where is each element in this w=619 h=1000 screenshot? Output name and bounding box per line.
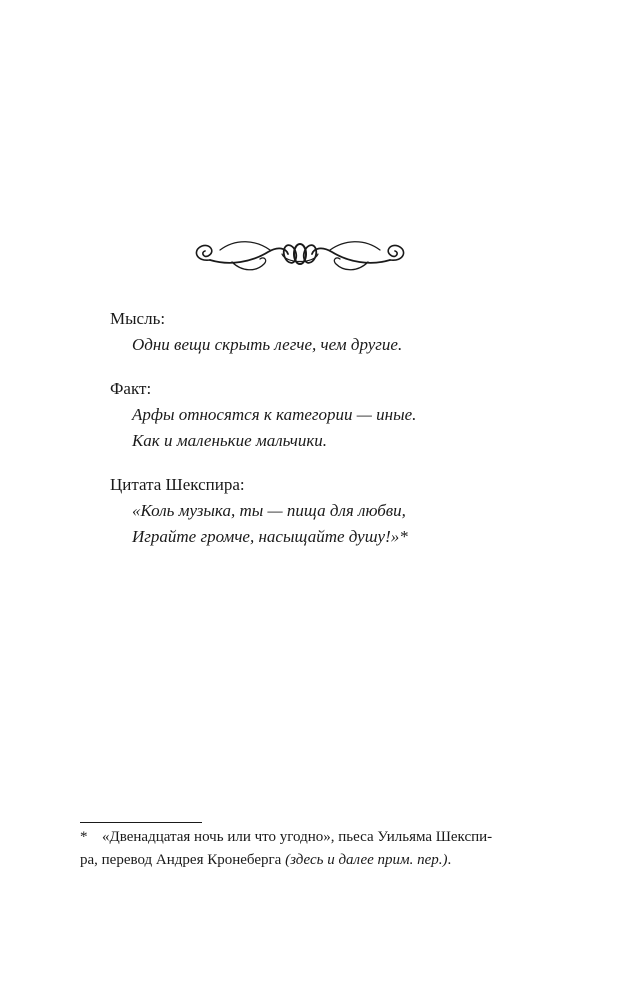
footnote-text-end: . bbox=[447, 852, 452, 868]
footnote bbox=[80, 826, 550, 872]
entry-fact bbox=[110, 376, 570, 454]
footnote-note: (здесь и далее прим. пер.) bbox=[285, 852, 448, 868]
footnote-text: ра, перевод Андрея Кронеберга bbox=[80, 852, 286, 868]
footnote-text: «Двенадцатая ночь или что угодно», пьеса Уильяма Шекспи- bbox=[102, 829, 493, 845]
entry-line: Одни вещи скрыть легче, чем другие. bbox=[132, 335, 403, 354]
footnote-divider bbox=[80, 822, 202, 823]
entry-label: Мысль: bbox=[110, 309, 166, 328]
footnote-marker: * bbox=[80, 829, 88, 845]
entry-line: «Коль музыка, ты — пища для любви, bbox=[132, 501, 406, 520]
footnote-line bbox=[80, 849, 550, 872]
footnote-line bbox=[80, 826, 550, 849]
entry-line: Как и маленькие мальчики. bbox=[132, 431, 328, 450]
entry-label: Цитата Шекспира: bbox=[110, 475, 245, 494]
entry-label: Факт: bbox=[110, 379, 152, 398]
decorative-flourish bbox=[190, 232, 410, 278]
entry-line: Арфы относятся к категории — иные. bbox=[132, 405, 417, 424]
entry-thought bbox=[110, 306, 570, 358]
entry-shakespeare-quote bbox=[110, 472, 570, 550]
entry-line: Играйте громче, насыщайте душу!»* bbox=[132, 527, 408, 546]
